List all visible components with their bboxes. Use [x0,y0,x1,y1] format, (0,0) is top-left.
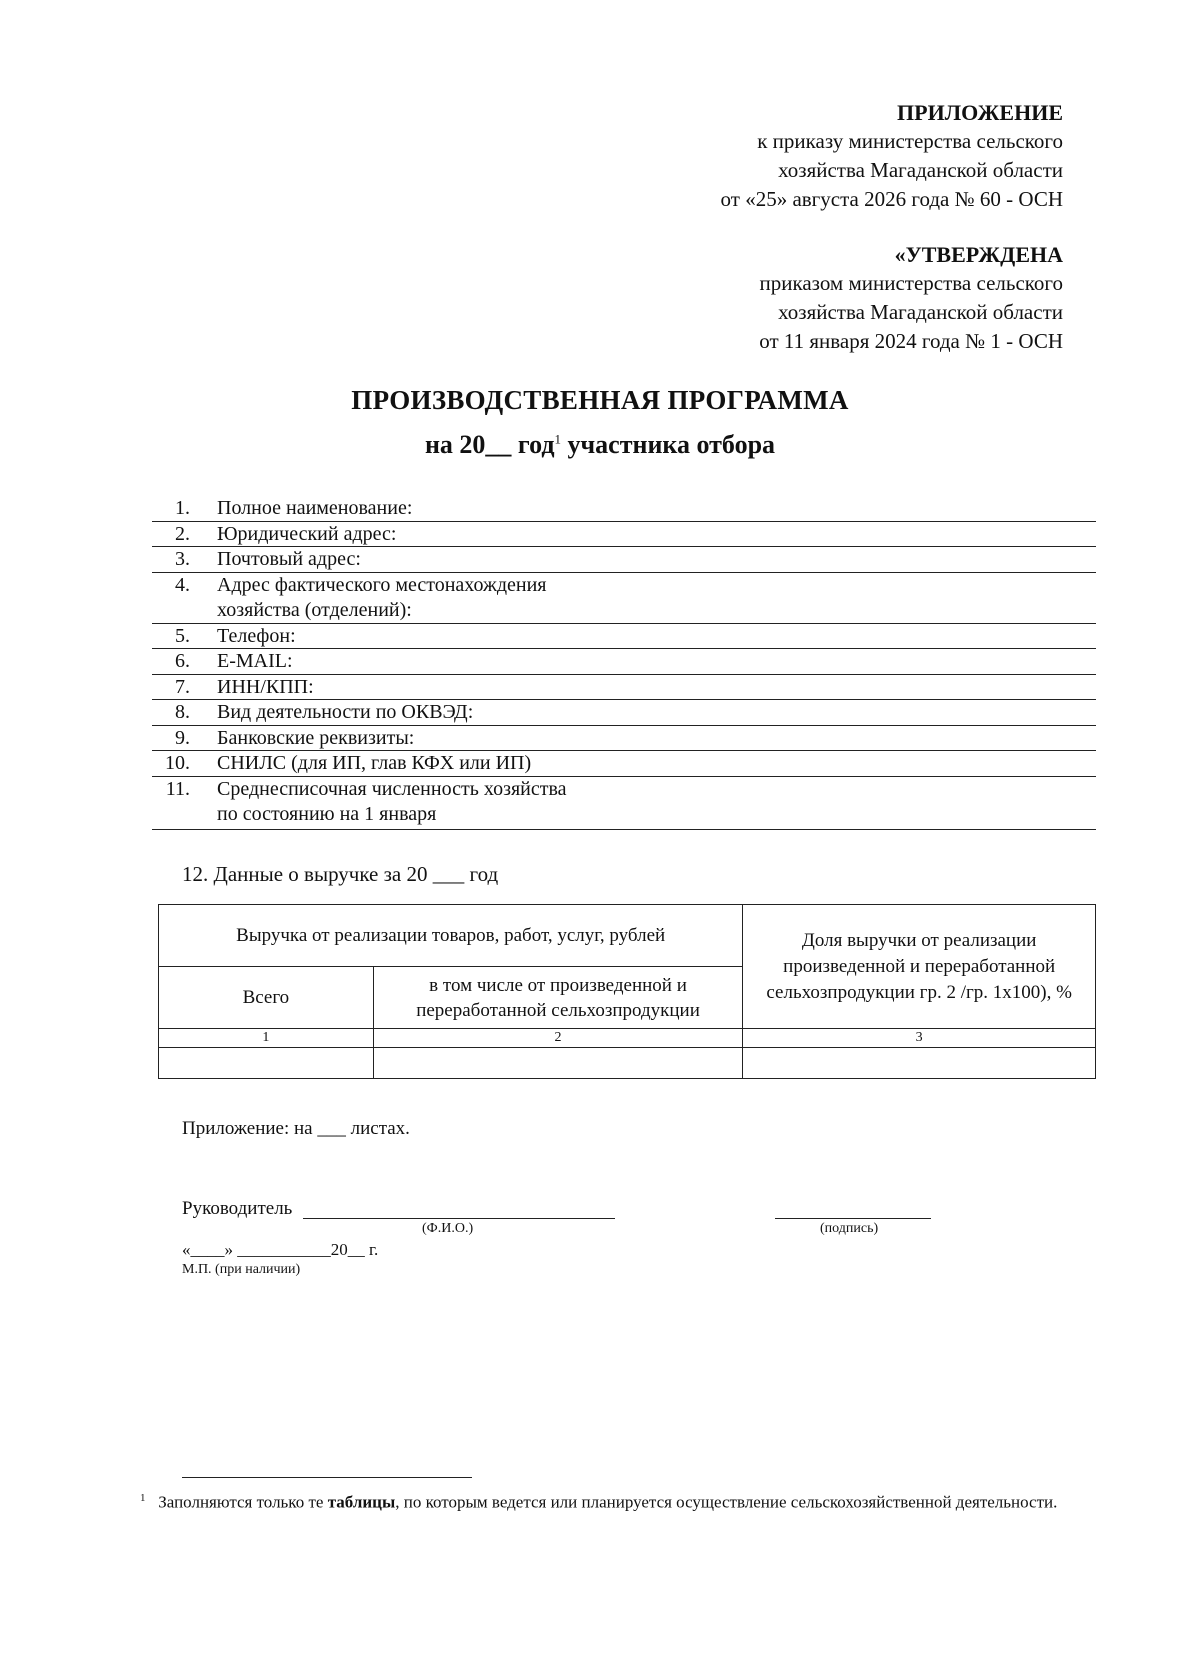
field-headcount[interactable] [152,777,1096,830]
footnote [140,1487,1078,1514]
field-number: 9. [175,727,190,749]
appendix-line: к приказу министерства сельского [757,129,1063,153]
field-number: 2. [175,523,190,545]
field-number: 7. [175,676,190,698]
field-label: Банковские реквизиты: [217,727,415,749]
approved-line: хозяйства Магаданской области [778,300,1063,324]
field-label: ИНН/КПП: [217,676,314,698]
fio-line[interactable] [303,1218,615,1219]
field-number: 1. [175,497,190,519]
appendix-note: Приложение: на ___ листах. [182,1118,410,1139]
share-header: Доля выручки от реализации произведенной и переработанной сельхозпродукции гр. 2 /гр. 1х100), % [743,905,1096,1029]
column-number: 1 [159,1029,374,1048]
field-number: 11. [165,778,190,800]
appendix-title: ПРИЛОЖЕНИЕ [897,100,1063,125]
approved-header [759,240,1063,356]
field-number: 10. [165,752,190,774]
signature-caption: (подпись) [820,1221,879,1236]
field-phone[interactable] [152,624,1096,649]
footnote-mark: 1 [140,1492,146,1504]
appendix-header [721,98,1063,214]
field-label: Почтовый адрес: [217,548,361,570]
field-postal-address[interactable] [152,547,1096,573]
total-header: Всего [159,967,374,1029]
field-number: 3. [175,548,190,570]
field-label: Вид деятельности по ОКВЭД: [217,701,474,723]
table-cell[interactable] [373,1048,743,1079]
field-label: Среднесписочная численность хозяйства по состоянию на 1 января [217,778,567,825]
field-label: E-MAIL: [217,650,293,672]
footnote-reference: 1 [554,431,561,447]
field-number: 6. [175,650,190,672]
fio-caption: (Ф.И.О.) [422,1221,474,1236]
table-cell[interactable] [743,1048,1096,1079]
approved-line: приказом министерства сельского [759,271,1063,295]
field-label: Полное наименование: [217,497,413,519]
field-okved[interactable] [152,700,1096,726]
field-number: 8. [175,701,190,723]
appendix-line: от «25» августа 2026 года № 60 - ОСН [720,187,1063,211]
document-subtitle [0,430,1200,460]
table-cell[interactable] [159,1048,374,1079]
approved-title: «УТВЕРЖДЕНА [894,242,1063,267]
field-label: Телефон: [217,625,296,647]
field-full-name[interactable] [152,496,1096,522]
footnote-text-end: , по которым ведется или планируется осуществление сельскохозяйственной деятельности. [395,1492,1058,1512]
field-email[interactable] [152,649,1096,675]
field-legal-address[interactable] [152,522,1096,547]
document-title: ПРОИЗВОДСТВЕННАЯ ПРОГРАММА [351,385,849,415]
stamp-note: М.П. (при наличии) [182,1262,301,1277]
head-label: Руководитель [182,1198,293,1219]
including-header: в том числе от произведенной и переработанной сельхозпродукции [373,967,743,1029]
revenue-section-title: 12. Данные о выручке за 20 ___ год [182,862,499,886]
approved-line: от 11 января 2024 года № 1 - ОСН [759,329,1063,353]
field-bank-details[interactable] [152,726,1096,751]
subtitle-year: на 20__ год [424,430,555,459]
subtitle-participant: участника отбора [560,430,776,459]
field-label: Адрес фактического местонахождения хозяйства (отделений): [217,574,547,621]
field-label: СНИЛС (для ИП, глав КФХ или ИП) [217,752,532,774]
column-number: 3 [743,1029,1096,1048]
appendix-line: хозяйства Магаданской области [778,158,1063,182]
field-label: Юридический адрес: [217,523,397,545]
field-snils[interactable] [152,751,1096,777]
revenue-header: Выручка от реализации товаров, работ, услуг, рублей [159,905,743,967]
field-actual-address[interactable] [152,573,1096,624]
footnote-divider [182,1477,472,1478]
signature-line[interactable] [775,1218,931,1219]
field-number: 4. [175,574,190,596]
footnote-text-bold: таблицы [327,1492,396,1512]
field-inn-kpp[interactable] [152,675,1096,700]
footnote-text-start: Заполняются только те [158,1492,328,1512]
column-number: 2 [373,1029,743,1048]
revenue-table [158,904,1096,1079]
field-number: 5. [175,625,190,647]
date-line: «____» ___________20__ г. [182,1240,379,1259]
